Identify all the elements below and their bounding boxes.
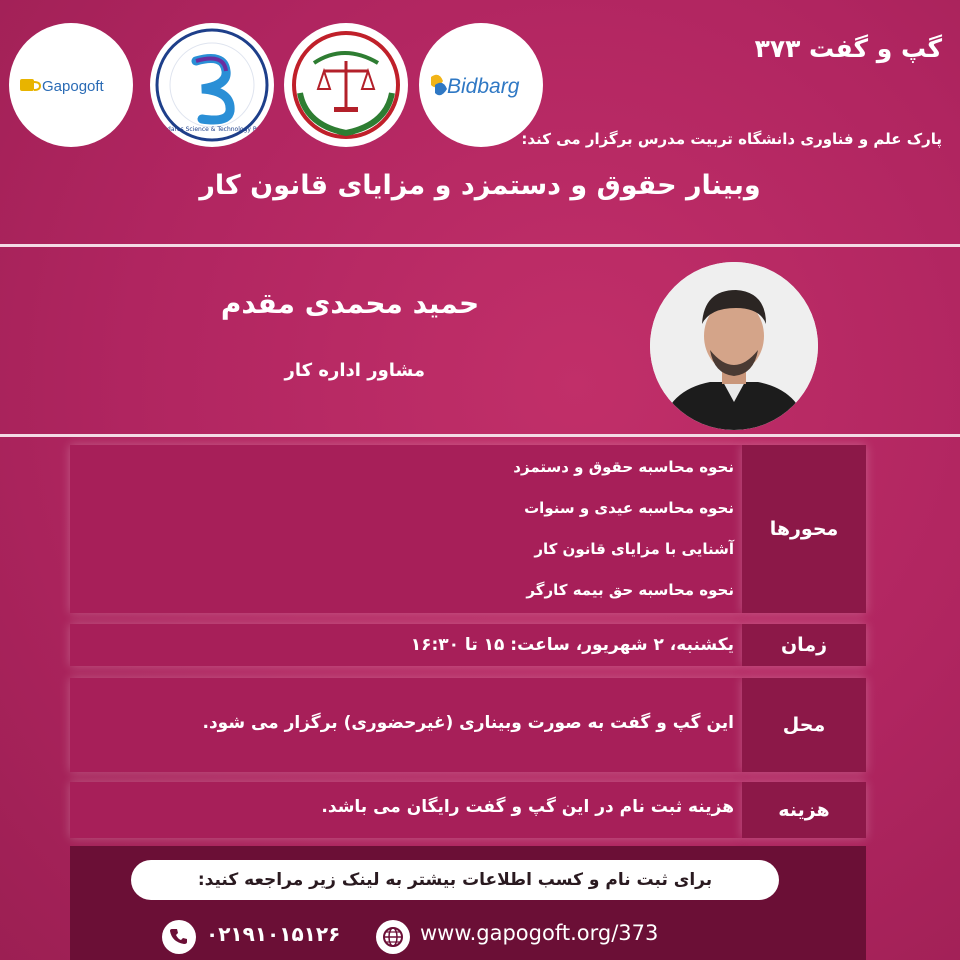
top-divider [0, 244, 960, 247]
place-label: محل [742, 678, 866, 772]
series-number: گپ و گفت ۳۷۳ [754, 34, 942, 63]
modares-logo-subtitle: Modares Science & Technology Park [158, 126, 266, 133]
scales-of-justice-icon [284, 23, 408, 147]
speaker-name: حمید محمدی مقدم [220, 287, 480, 320]
time-label: زمان [742, 624, 866, 666]
justice-emblem-logo[interactable] [284, 23, 408, 147]
speaker-photo [650, 262, 818, 430]
website-link[interactable]: www.gapogoft.org/373 [420, 921, 659, 945]
place-value: این گپ و گفت به صورت وبیناری (غیرحضوری) برگزار می شود. [202, 713, 734, 733]
bidbarg-logo-mark [425, 65, 537, 105]
topic-item: نحوه محاسبه حقوق و دستمزد [513, 458, 734, 476]
speaker-role: مشاور اداره کار [284, 360, 425, 381]
globe-icon [376, 920, 410, 954]
topic-item: نحوه محاسبه عیدی و سنوات [524, 499, 734, 517]
gapogoft-logo-text: Gapogoft [42, 78, 104, 95]
webinar-title: وبینار حقوق و دستمزد و مزایای قانون کار [199, 170, 761, 201]
cup-icon [16, 65, 126, 105]
topic-item: آشنایی با مزایای قانون کار [534, 540, 734, 558]
registration-cta: برای ثبت نام و کسب اطلاعات بیشتر به لینک زیر مراجعه کنید: [131, 860, 779, 900]
gapogoft-logo[interactable] [9, 23, 133, 147]
bidbarg-logo[interactable] [419, 23, 543, 147]
cost-label: هزینه [742, 782, 866, 838]
cost-value: هزینه ثبت نام در این گپ و گفت رایگان می باشد. [321, 797, 734, 817]
time-value: یکشنبه، ۲ شهریور، ساعت: ۱۵ تا ۱۶:۳۰ [410, 635, 734, 655]
organizer-text: پارک علم و فناوری دانشگاه تربیت مدرس برگزار می کند: [521, 130, 942, 148]
speaker-portrait-icon [650, 262, 818, 430]
topics-label: محورها [742, 445, 866, 613]
phone-number[interactable]: ۰۲۱۹۱۰۱۵۱۲۶ [206, 922, 341, 946]
phone-icon [162, 920, 196, 954]
topic-item: نحوه محاسبه حق بیمه کارگر [526, 581, 734, 599]
bidbarg-logo-text: Bidbarg [447, 75, 520, 98]
speaker-divider [0, 434, 960, 437]
modares-emblem-icon [150, 23, 274, 147]
modares-park-logo[interactable] [150, 23, 274, 147]
